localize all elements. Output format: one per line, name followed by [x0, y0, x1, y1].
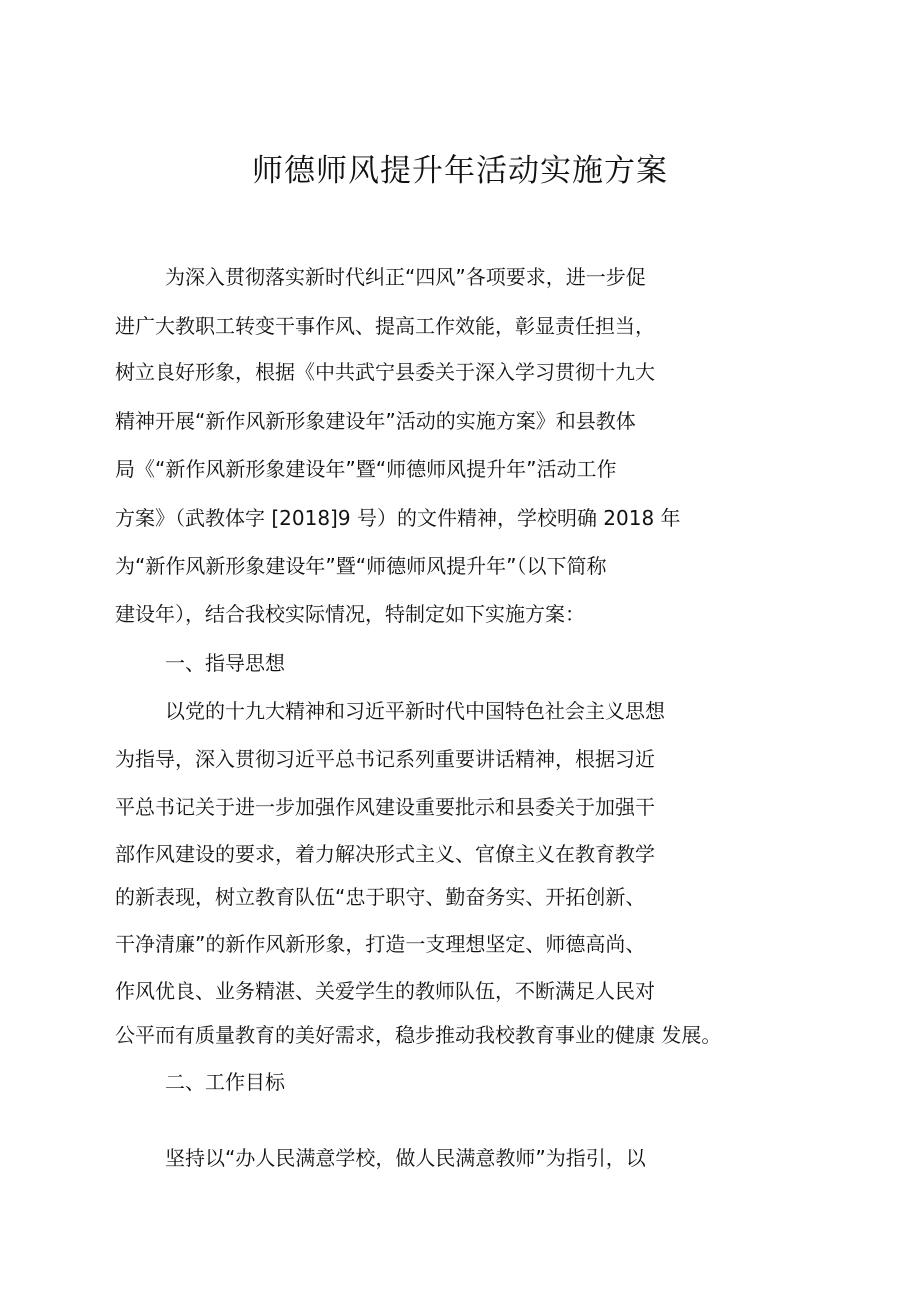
section-heading-guiding-thought: 一、指导思想	[165, 651, 285, 675]
paragraph-line: 为深入贯彻落实新时代纠正“四风”各项要求，进一步促	[165, 265, 646, 289]
paragraph-line: 作风优良、业务精湛、关爱学生的教师队伍，不断满足人民对	[115, 979, 655, 1003]
paragraph-line: 进广大教职工转变干事作风、提高工作效能，彰显责任担当，	[115, 314, 655, 338]
paragraph-line: 为指导，深入贯彻习近平总书记系列重要讲话精神，根据习近	[115, 747, 655, 771]
paragraph-line: 公平而有质量教育的美好需求，稳步推动我校教育事业的健康 发展。	[115, 1023, 722, 1047]
paragraph-line: 树立良好形象，根据《中共武宁县委关于深入学习贯彻十九大	[115, 360, 655, 384]
paragraph-line: 方案》（武教体字 [2018]9 号）的文件精神，学校明确 2018 年	[115, 506, 681, 530]
paragraph-line: 以党的十九大精神和习近平新时代中国特色社会主义思想	[165, 699, 665, 723]
paragraph-line: 干净清廉”的新作风新形象，打造一支理想坚定、师德高尚、	[115, 932, 646, 956]
paragraph-line: 局《“新作风新形象建设年”暨“师德师风提升年”活动工作	[115, 457, 617, 481]
paragraph-line: 建设年），结合我校实际情况，特制定如下实施方案：	[115, 602, 585, 626]
paragraph-line: 精神开展“新作风新形象建设年”活动的实施方案》和县教体	[115, 409, 636, 433]
section-heading-work-goals: 二、工作目标	[165, 1070, 285, 1094]
document-title: 师德师风提升年活动实施方案	[252, 153, 668, 189]
paragraph-line: 平总书记关于进一步加强作风建设重要批示和县委关于加强干	[115, 795, 655, 819]
paragraph-line: 的新表现，树立教育队伍“忠于职守、勤奋务实、开拓创新、	[115, 885, 646, 909]
paragraph-line: 坚持以“办人民满意学校，做人民满意教师”为指引，以	[165, 1146, 646, 1170]
paragraph-line: 为“新作风新形象建设年”暨“师德师风提升年”（以下简称	[115, 554, 607, 578]
paragraph-line: 部作风建设的要求，着力解决形式主义、官僚主义在教育教学	[115, 842, 655, 866]
